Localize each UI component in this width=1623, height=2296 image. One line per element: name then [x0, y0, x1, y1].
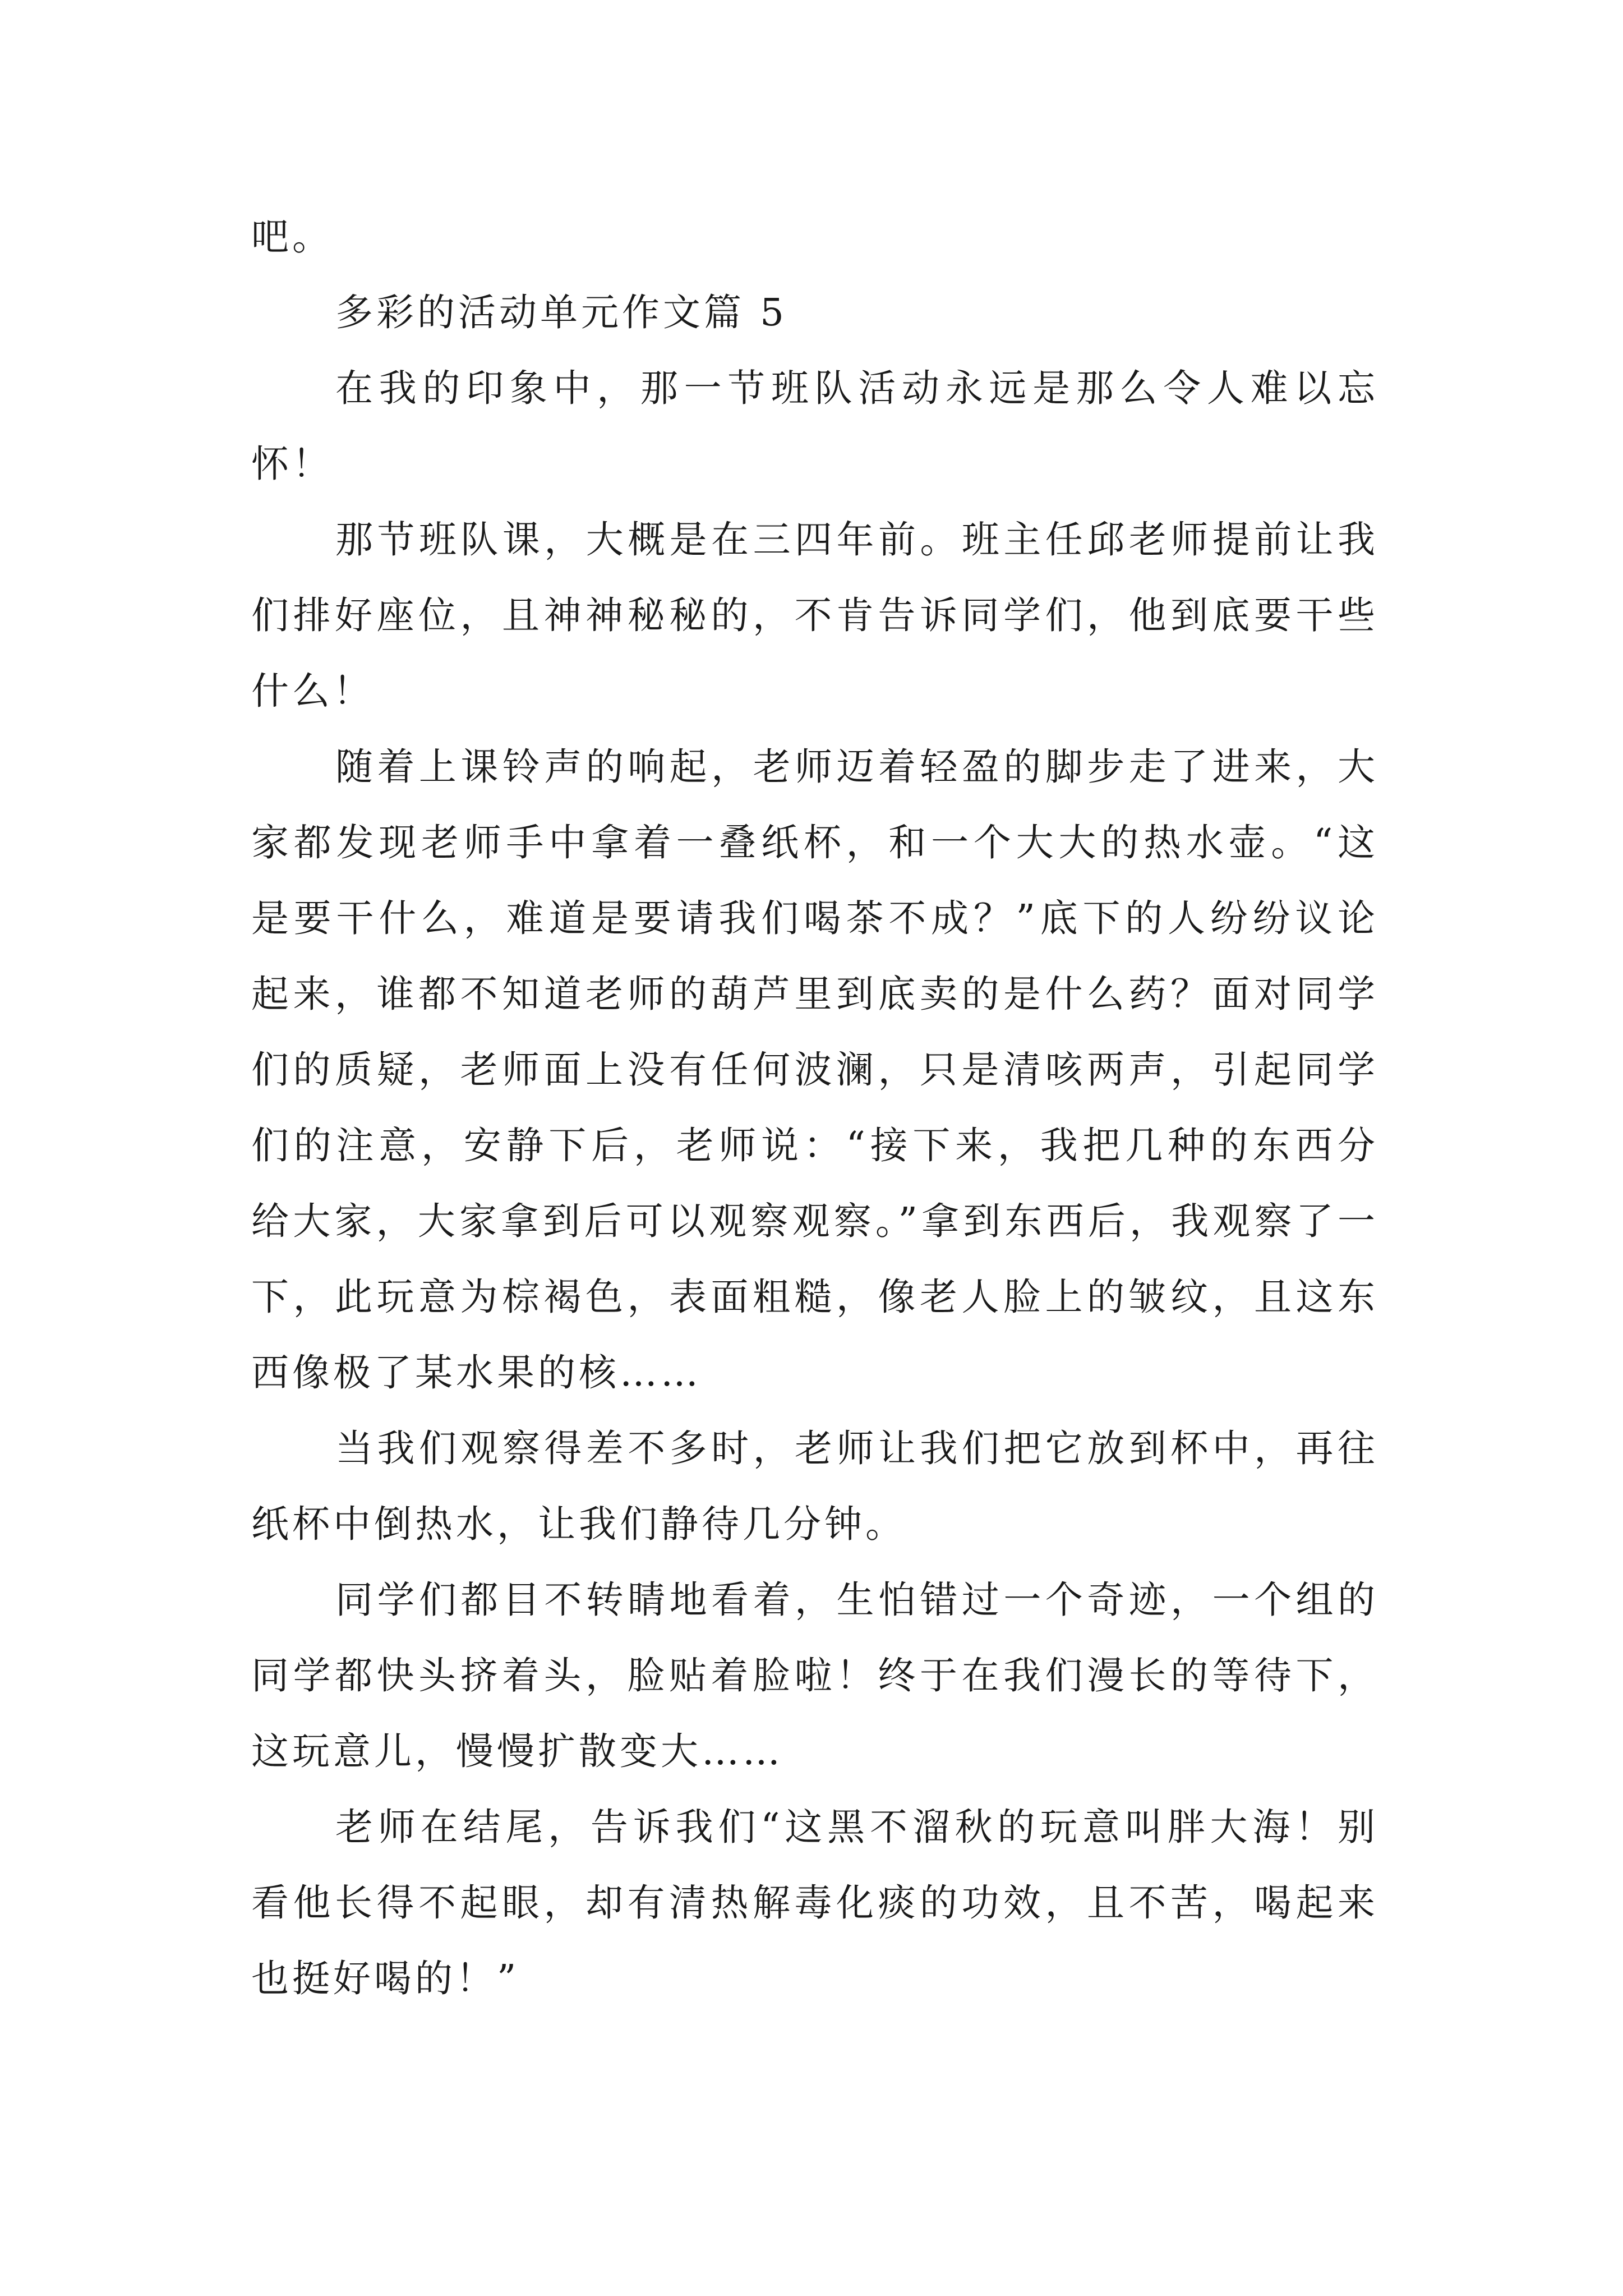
section-heading: 多彩的活动单元作文篇 5: [335, 291, 787, 334]
paragraph: 那节班队课，大概是在三四年前。班主任邱老师提前让我们排好座位，且神神秘秘的，不肯告诉同学们，他到底要干些什么！: [251, 518, 1378, 713]
paragraph: 随着上课铃声的响起，老师迈着轻盈的脚步走了进来，大家都发现老师手中拿着一叠纸杯，和一个大大的热水壶。“这是要干什么，难道是要请我们喝茶不成？”底下的人纷纷议论起来，谁都不知道老师的葫芦里到底卖的是什么药？面对同学们的质疑，老师面上没有任何波澜，只是清咳两声，引起同学们的注意，安静下后，老师说：“接下来，我把几种的东西分给大家，大家拿到后可以观察观察。”拿到东西后，我观察了一下，此玩意为棕褐色，表面粗糙，像老人脸上的皱纹，且这东西像极了某水果的核……: [251, 745, 1378, 1395]
paragraph: 当我们观察得差不多时，老师让我们把它放到杯中，再往纸杯中倒热水，让我们静待几分钟。: [251, 1427, 1378, 1546]
paragraph-continuation: 吧。: [251, 215, 333, 259]
paragraph: 在我的印象中，那一节班队活动永远是那么令人难以忘怀！: [251, 366, 1378, 486]
paragraph: 老师在结尾，告诉我们“这黑不溜秋的玩意叫胖大海！别看他长得不起眼，却有清热解毒化痰的功效，且不苦，喝起来也挺好喝的！”: [251, 1805, 1378, 2000]
document-body: [251, 199, 1378, 2017]
paragraph: 同学们都目不转睛地看着，生怕错过一个奇迹，一个组的同学都快头挤着头，脸贴着脸啦！终于在我们漫长的等待下，这玩意儿，慢慢扩散变大……: [251, 1578, 1378, 1773]
